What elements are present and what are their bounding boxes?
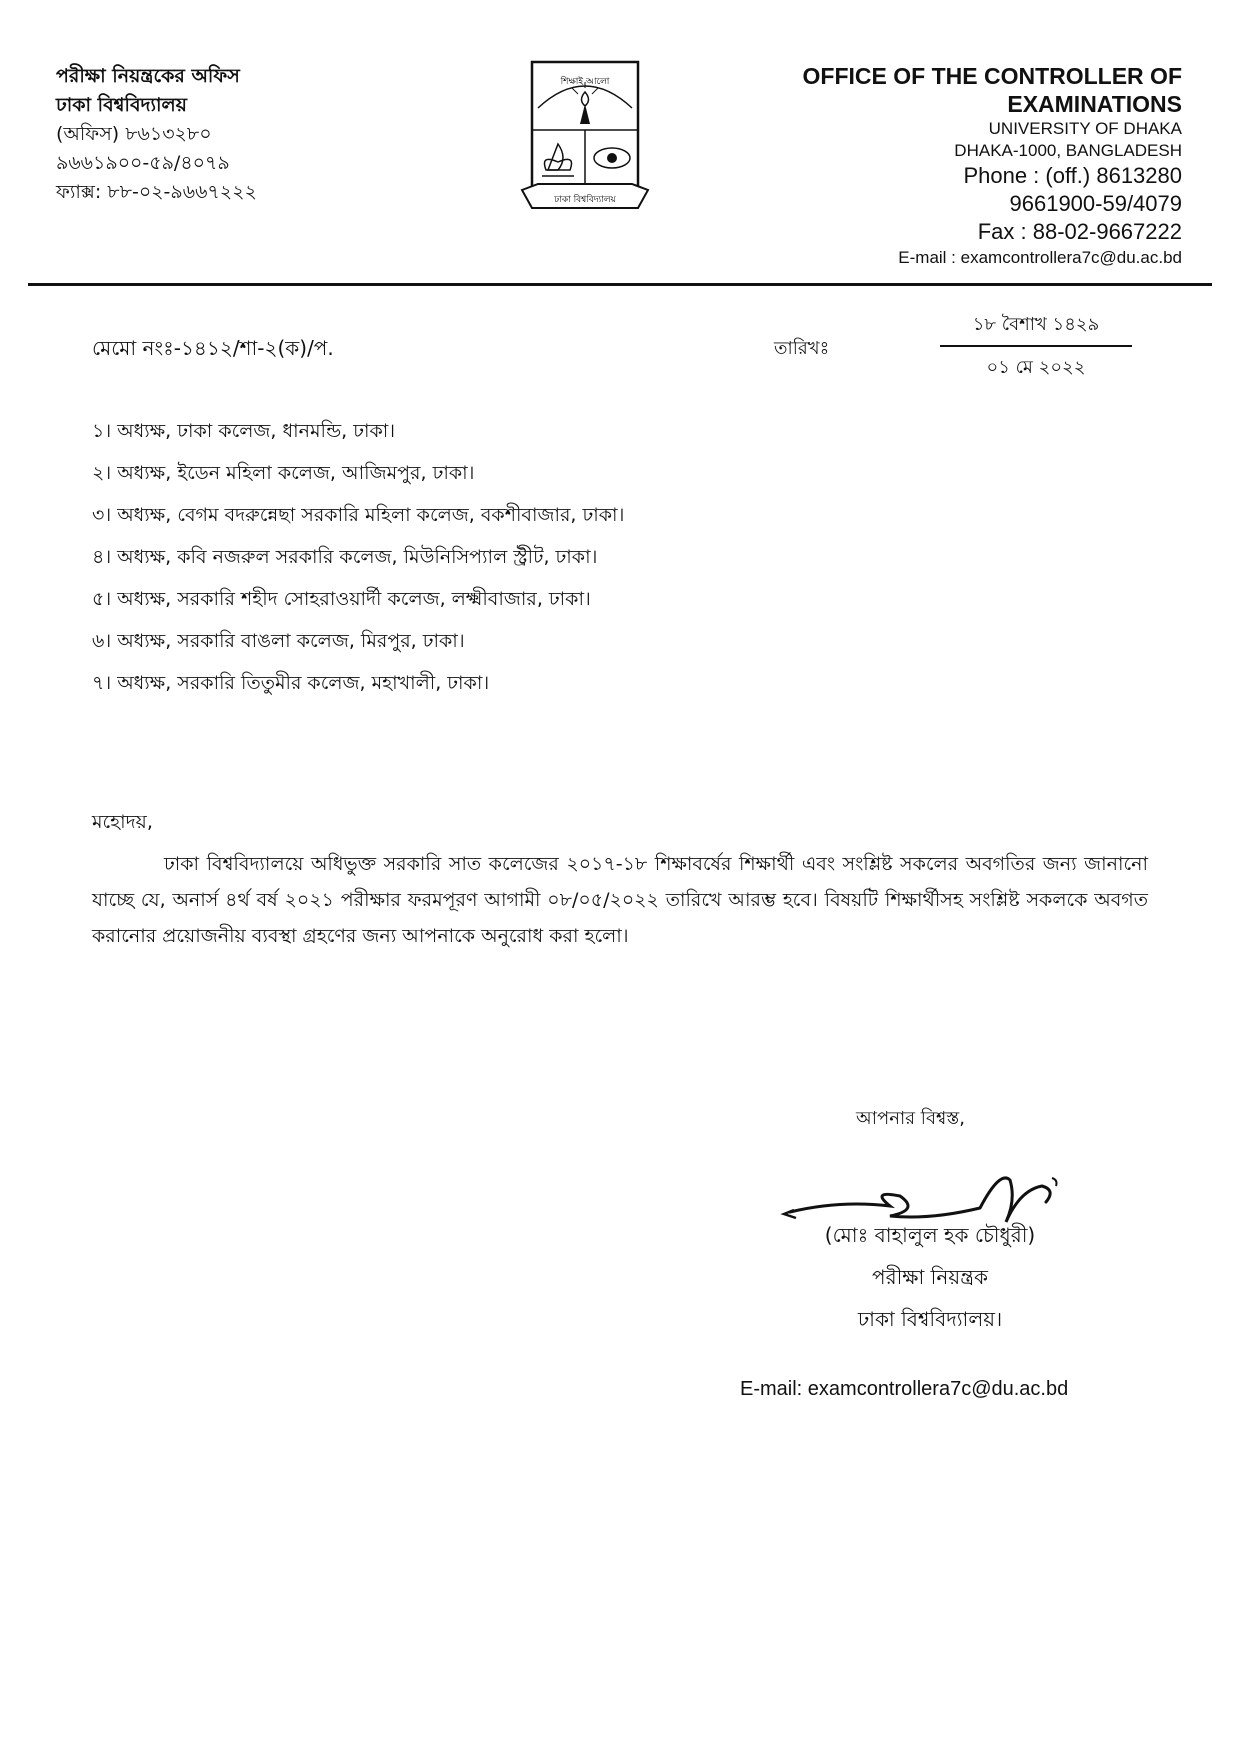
phone-other-bn: ৯৬৬১৯০০-৫৯/৪০৭৯ xyxy=(56,152,230,174)
date-bangla: ১৮ বৈশাখ ১৪২৯ xyxy=(940,310,1132,347)
recipient-item: ৩। অধ্যক্ষ, বেগম বদরুন্নেছা সরকারি মহিলা কলেজ, বকশীবাজার, ঢাকা। xyxy=(92,504,625,526)
header-right xyxy=(803,62,1182,270)
header-divider xyxy=(28,283,1212,286)
fax: Fax : 88-02-9667222 xyxy=(977,219,1182,244)
header-left xyxy=(56,62,257,207)
recipient-item: ৬। অধ্যক্ষ, সরকারি বাঙলা কলেজ, মিরপুর, ঢাকা। xyxy=(92,630,465,652)
recipient-list xyxy=(92,410,624,704)
recipient-item: ৭। অধ্যক্ষ, সরকারি তিতুমীর কলেজ, মহাখালী, ঢাকা। xyxy=(92,672,490,694)
university-logo-icon xyxy=(518,58,652,218)
phone-secondary: 9661900-59/4079 xyxy=(1009,191,1182,216)
date-english: ০১ মে ২০২২ xyxy=(986,357,1086,378)
header-email: E-mail : examcontrollera7c@du.ac.bd xyxy=(898,248,1182,267)
office-name-line1: OFFICE OF THE CONTROLLER OF xyxy=(802,63,1182,89)
phone-office-bn: (অফিস) ৮৬১৩২৮০ xyxy=(56,123,212,145)
recipient-item: ৪। অধ্যক্ষ, কবি নজরুল সরকারি কলেজ, মিউনিসিপ্যাল স্ট্রীট, ঢাকা। xyxy=(92,546,598,568)
office-name-bn: পরীক্ষা নিয়ন্ত্রকের অফিস xyxy=(56,65,240,87)
svg-text:শিক্ষাই আলো: শিক্ষাই আলো xyxy=(560,77,610,87)
recipient-item: ৫। অধ্যক্ষ, সরকারি শহীদ সোহরাওয়ার্দী কলেজ, লক্ষ্মীবাজার, ঢাকা। xyxy=(92,588,591,610)
signatory-organization: ঢাকা বিশ্ববিদ্যালয়। xyxy=(857,1307,1003,1331)
recipient-item: ১। অধ্যক্ষ, ঢাকা কলেজ, ধানমন্ডি, ঢাকা। xyxy=(92,420,396,442)
footer-email[interactable]: E-mail: examcontrollera7c@du.ac.bd xyxy=(740,1378,1069,1400)
phone: Phone : (off.) 8613280 xyxy=(963,163,1182,188)
address: DHAKA-1000, BANGLADESH xyxy=(954,141,1182,160)
office-name-line2: EXAMINATIONS xyxy=(1007,91,1182,117)
university-name-bn: ঢাকা বিশ্ববিদ্যালয় xyxy=(56,94,187,116)
letter-body: ঢাকা বিশ্ববিদ্যালয়ে অধিভুক্ত সরকারি সাত কলেজের ২০১৭-১৮ শিক্ষাবর্ষের শিক্ষার্থী এবং সংশ্লিষ্ট সকলের অবগতির জন্য জানানো যাচ্ছে যে, অনার্স ৪র্থ বর্ষ ২০২১ পরীক্ষার ফরমপূরণ আগামী ০৮/০৫/২০২২ তারিখে আরম্ভ হবে। বিষয়টি শিক্ষার্থীসহ সংশ্লিষ্ট সকলকে অবগত করানোর প্রয়োজনীয় ব্যবস্থা গ্রহণের জন্য আপনাকে অনুরোধ করা হলো। xyxy=(92,853,1148,947)
recipient-item: ২। অধ্যক্ষ, ইডেন মহিলা কলেজ, আজিমপুর, ঢাকা। xyxy=(92,462,475,484)
svg-text:ঢাকা বিশ্ববিদ্যালয়: ঢাকা বিশ্ববিদ্যালয় xyxy=(554,195,616,205)
university-name: UNIVERSITY OF DHAKA xyxy=(988,119,1182,138)
date-block xyxy=(940,310,1132,384)
date-label: তারিখঃ xyxy=(774,338,830,359)
signatory-name: (মোঃ বাহালুল হক চৌধুরী) xyxy=(824,1223,1036,1247)
memo-number: মেমো নংঃ-১৪১২/শা-২(ক)/প. xyxy=(92,336,334,360)
closing: আপনার বিশ্বস্ত, xyxy=(856,1108,965,1129)
salutation: মহোদয়, xyxy=(92,811,153,833)
signatory-block xyxy=(760,1214,1100,1340)
signatory-designation: পরীক্ষা নিয়ন্ত্রক xyxy=(872,1265,988,1289)
fax-bn: ফ্যাক্স: ৮৮-০২-৯৬৬৭২২২ xyxy=(56,181,257,203)
